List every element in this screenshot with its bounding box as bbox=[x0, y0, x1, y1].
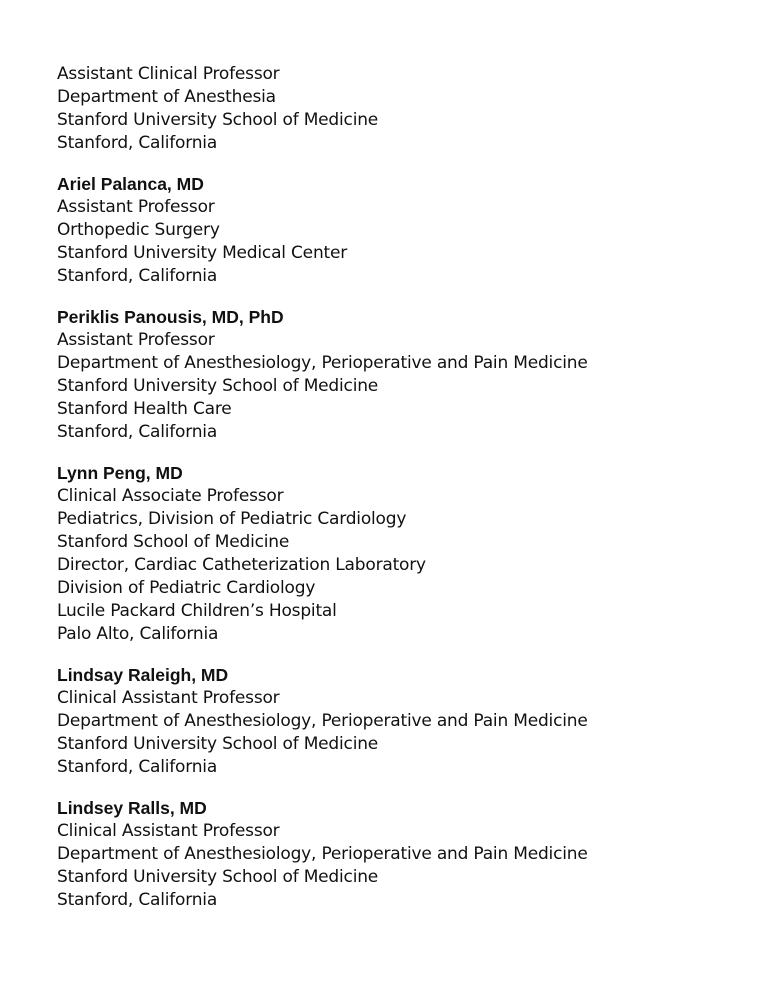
entry-line: Stanford, California bbox=[57, 266, 218, 286]
entry-line: Clinical Assistant Professor bbox=[57, 688, 280, 708]
entry-line: Palo Alto, California bbox=[57, 624, 219, 644]
faculty-entry-palanca bbox=[57, 173, 747, 288]
entry-line: Stanford University School of Medicine bbox=[57, 110, 379, 130]
entry-line: Stanford University Medical Center bbox=[57, 243, 348, 263]
faculty-name: Periklis Panousis, MD, PhD bbox=[57, 307, 284, 327]
entry-line: Division of Pediatric Cardiology bbox=[57, 578, 316, 598]
faculty-entry-raleigh bbox=[57, 664, 747, 779]
entry-line: Stanford, California bbox=[57, 757, 218, 777]
faculty-list bbox=[57, 63, 747, 930]
entry-line: Stanford University School of Medicine bbox=[57, 376, 379, 396]
entry-line: Stanford, California bbox=[57, 133, 218, 153]
entry-line: Orthopedic Surgery bbox=[57, 220, 220, 240]
faculty-name: Lindsay Raleigh, MD bbox=[57, 665, 229, 685]
entry-line: Stanford, California bbox=[57, 422, 218, 442]
entry-line: Stanford Health Care bbox=[57, 399, 232, 419]
entry-line: Clinical Assistant Professor bbox=[57, 821, 280, 841]
entry-line: Stanford University School of Medicine bbox=[57, 867, 379, 887]
faculty-name: Lindsey Ralls, MD bbox=[57, 798, 207, 818]
entry-line: Director, Cardiac Catheterization Laboratory bbox=[57, 555, 426, 575]
entry-line: Department of Anesthesiology, Perioperative and Pain Medicine bbox=[57, 844, 588, 864]
entry-line: Pediatrics, Division of Pediatric Cardiology bbox=[57, 509, 407, 529]
faculty-name: Lynn Peng, MD bbox=[57, 463, 183, 483]
entry-line: Assistant Clinical Professor bbox=[57, 64, 280, 84]
entry-line: Assistant Professor bbox=[57, 197, 215, 217]
entry-line: Stanford School of Medicine bbox=[57, 532, 290, 552]
entry-line: Stanford, California bbox=[57, 890, 218, 910]
faculty-entry-peng bbox=[57, 462, 747, 646]
entry-line: Clinical Associate Professor bbox=[57, 486, 284, 506]
entry-line: Department of Anesthesiology, Perioperative and Pain Medicine bbox=[57, 711, 588, 731]
faculty-entry-panousis bbox=[57, 306, 747, 444]
entry-line: Assistant Professor bbox=[57, 330, 215, 350]
faculty-name: Ariel Palanca, MD bbox=[57, 174, 204, 194]
entry-line: Department of Anesthesiology, Perioperative and Pain Medicine bbox=[57, 353, 588, 373]
entry-line: Department of Anesthesia bbox=[57, 87, 276, 107]
entry-line: Stanford University School of Medicine bbox=[57, 734, 379, 754]
faculty-entry-ralls bbox=[57, 797, 747, 912]
entry-line: Lucile Packard Children’s Hospital bbox=[57, 601, 337, 621]
faculty-entry-continued bbox=[57, 63, 747, 155]
